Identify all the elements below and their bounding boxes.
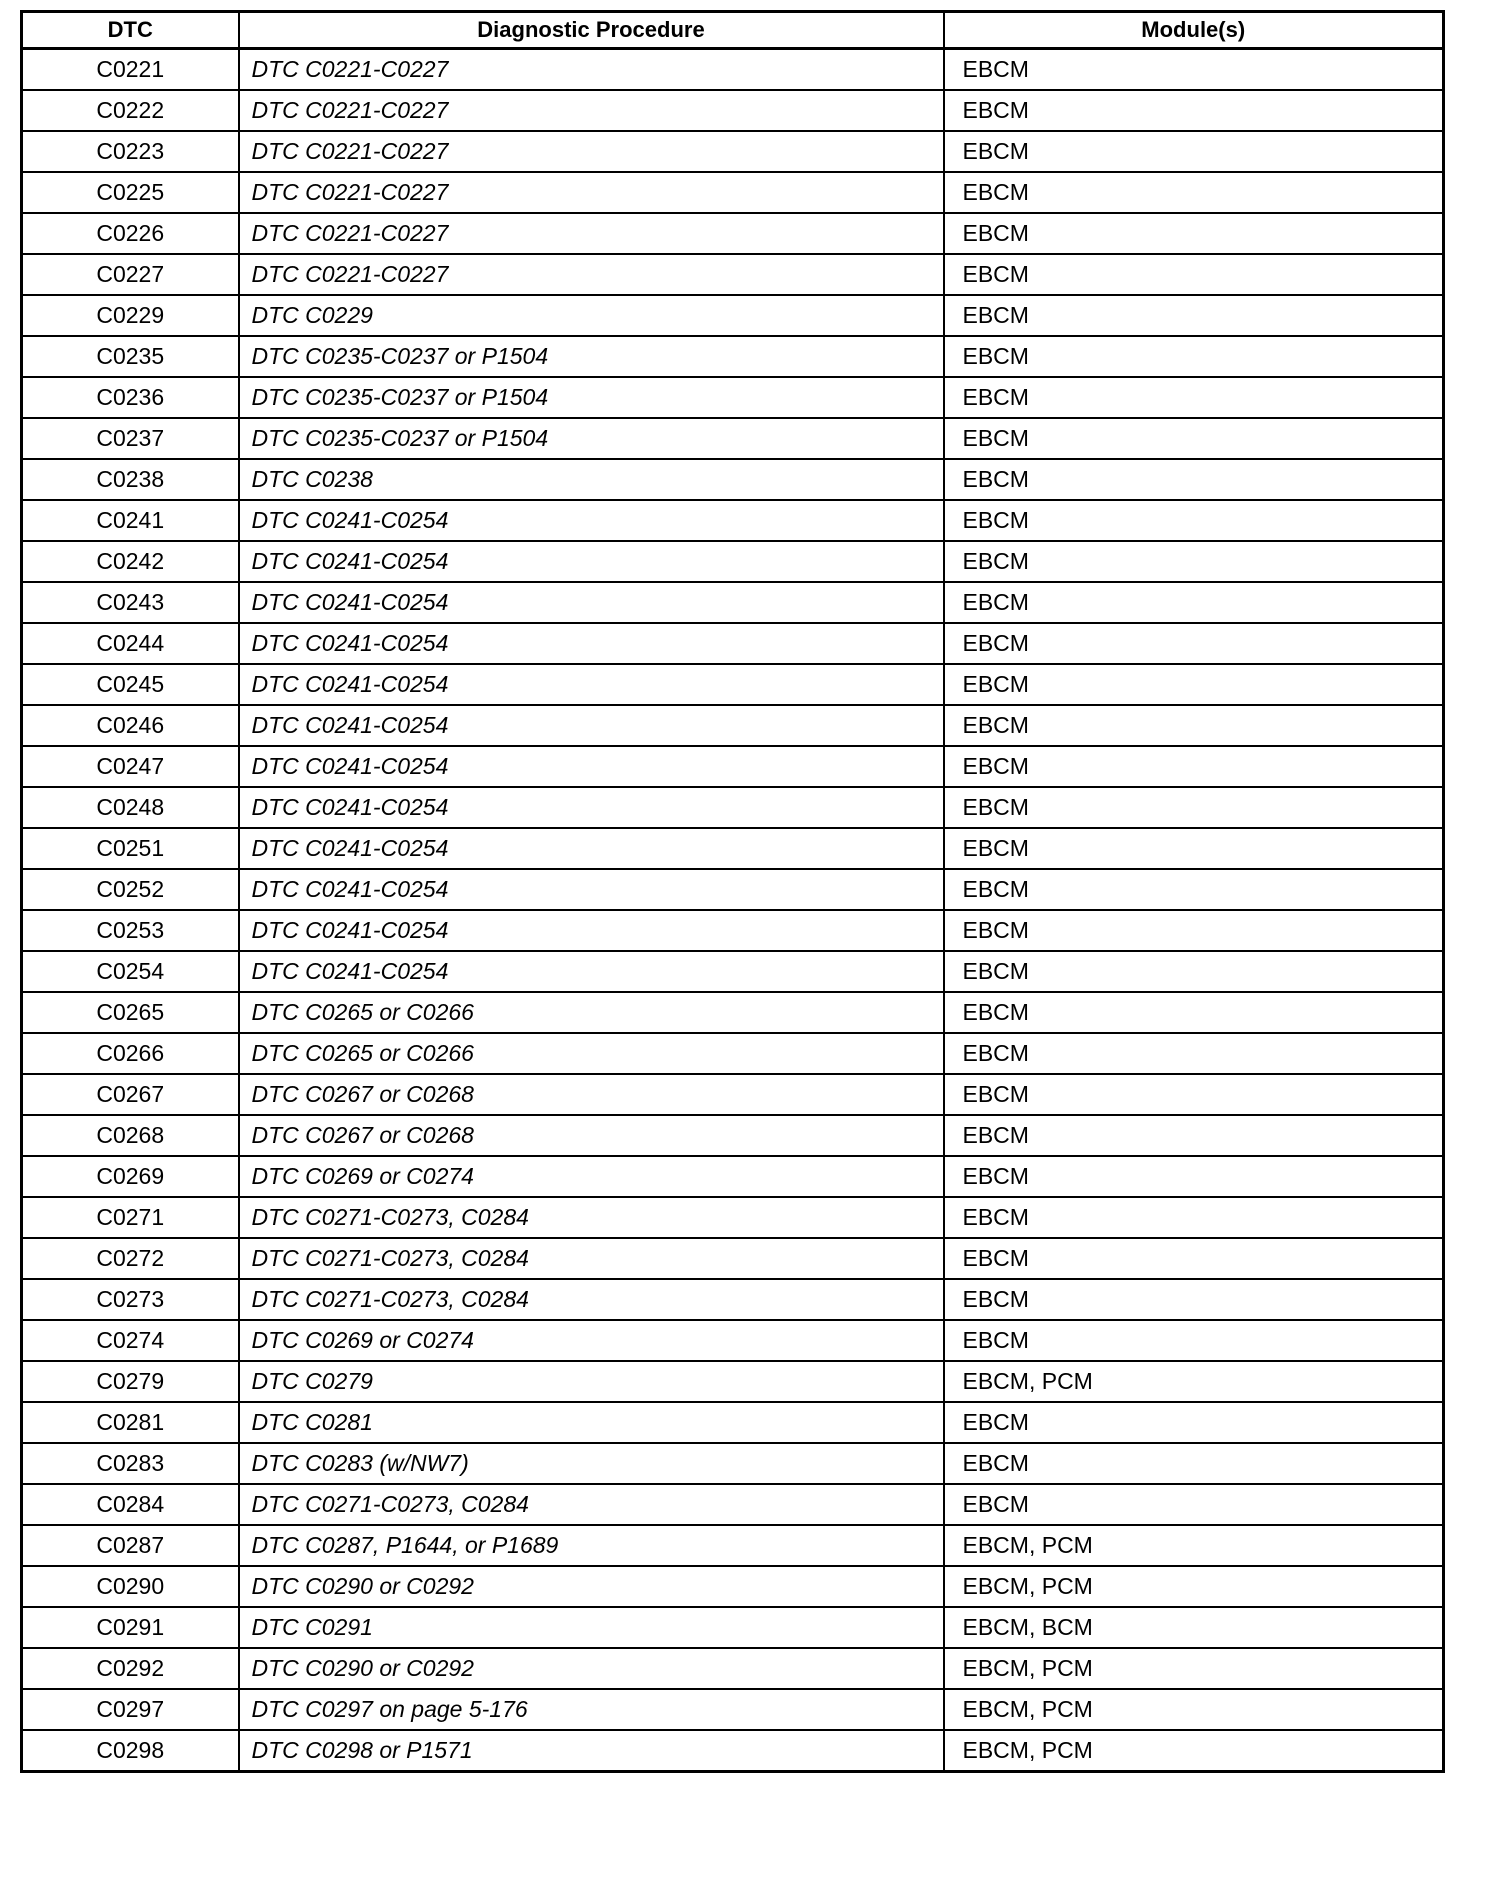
dtc-code-cell: C0272 — [22, 1238, 239, 1279]
diagnostic-procedure-cell: DTC C0291 — [239, 1607, 944, 1648]
dtc-code-cell: C0226 — [22, 213, 239, 254]
diagnostic-procedure-cell: DTC C0267 or C0268 — [239, 1074, 944, 1115]
diagnostic-procedure-cell: DTC C0241-C0254 — [239, 910, 944, 951]
dtc-code-cell: C0298 — [22, 1730, 239, 1772]
diagnostic-procedure-cell: DTC C0241-C0254 — [239, 746, 944, 787]
table-header — [22, 12, 1444, 49]
diagnostic-procedure-cell: DTC C0271-C0273, C0284 — [239, 1197, 944, 1238]
modules-cell: EBCM — [944, 254, 1444, 295]
table-body — [22, 49, 1444, 1772]
table-row — [22, 459, 1444, 500]
table-row — [22, 582, 1444, 623]
modules-cell: EBCM — [944, 951, 1444, 992]
dtc-code-cell: C0251 — [22, 828, 239, 869]
table-row — [22, 418, 1444, 459]
table-row — [22, 172, 1444, 213]
table-row — [22, 1689, 1444, 1730]
table-row — [22, 1074, 1444, 1115]
dtc-code-cell: C0247 — [22, 746, 239, 787]
header-dtc: DTC — [22, 12, 239, 49]
dtc-code-cell: C0284 — [22, 1484, 239, 1525]
diagnostic-procedure-cell: DTC C0265 or C0266 — [239, 1033, 944, 1074]
table-row — [22, 1033, 1444, 1074]
table-row — [22, 49, 1444, 91]
diagnostic-procedure-cell: DTC C0271-C0273, C0284 — [239, 1238, 944, 1279]
table-row — [22, 951, 1444, 992]
dtc-code-cell: C0265 — [22, 992, 239, 1033]
table-row — [22, 1238, 1444, 1279]
header-modules: Module(s) — [944, 12, 1444, 49]
table-row — [22, 1320, 1444, 1361]
dtc-code-cell: C0227 — [22, 254, 239, 295]
diagnostic-procedure-cell: DTC C0265 or C0266 — [239, 992, 944, 1033]
dtc-code-cell: C0283 — [22, 1443, 239, 1484]
dtc-code-cell: C0241 — [22, 500, 239, 541]
modules-cell: EBCM — [944, 541, 1444, 582]
diagnostic-procedure-cell: DTC C0221-C0227 — [239, 254, 944, 295]
diagnostic-procedure-cell: DTC C0221-C0227 — [239, 172, 944, 213]
modules-cell: EBCM, PCM — [944, 1361, 1444, 1402]
modules-cell: EBCM, PCM — [944, 1566, 1444, 1607]
diagnostic-procedure-cell: DTC C0229 — [239, 295, 944, 336]
modules-cell: EBCM — [944, 869, 1444, 910]
table-row — [22, 295, 1444, 336]
diagnostic-procedure-cell: DTC C0241-C0254 — [239, 541, 944, 582]
modules-cell: EBCM — [944, 1115, 1444, 1156]
dtc-code-cell: C0237 — [22, 418, 239, 459]
modules-cell: EBCM — [944, 992, 1444, 1033]
diagnostic-procedure-cell: DTC C0241-C0254 — [239, 664, 944, 705]
modules-cell: EBCM — [944, 1156, 1444, 1197]
dtc-code-cell: C0225 — [22, 172, 239, 213]
dtc-code-cell: C0236 — [22, 377, 239, 418]
diagnostic-procedure-cell: DTC C0281 — [239, 1402, 944, 1443]
table-row — [22, 131, 1444, 172]
modules-cell: EBCM, PCM — [944, 1648, 1444, 1689]
modules-cell: EBCM, PCM — [944, 1689, 1444, 1730]
dtc-code-cell: C0279 — [22, 1361, 239, 1402]
modules-cell: EBCM — [944, 910, 1444, 951]
diagnostic-procedure-cell: DTC C0271-C0273, C0284 — [239, 1279, 944, 1320]
modules-cell: EBCM — [944, 1033, 1444, 1074]
dtc-code-cell: C0281 — [22, 1402, 239, 1443]
modules-cell: EBCM — [944, 49, 1444, 91]
table-row — [22, 664, 1444, 705]
diagnostic-procedure-cell: DTC C0241-C0254 — [239, 787, 944, 828]
diagnostic-procedure-cell: DTC C0290 or C0292 — [239, 1648, 944, 1689]
dtc-code-cell: C0238 — [22, 459, 239, 500]
diagnostic-procedure-cell: DTC C0298 or P1571 — [239, 1730, 944, 1772]
modules-cell: EBCM — [944, 1320, 1444, 1361]
table-row — [22, 541, 1444, 582]
table-row — [22, 1443, 1444, 1484]
table-row — [22, 213, 1444, 254]
modules-cell: EBCM — [944, 828, 1444, 869]
table-row — [22, 254, 1444, 295]
modules-cell: EBCM — [944, 295, 1444, 336]
diagnostic-procedure-cell: DTC C0269 or C0274 — [239, 1320, 944, 1361]
modules-cell: EBCM — [944, 1279, 1444, 1320]
diagnostic-procedure-cell: DTC C0287, P1644, or P1689 — [239, 1525, 944, 1566]
dtc-code-cell: C0244 — [22, 623, 239, 664]
table-row — [22, 869, 1444, 910]
diagnostic-procedure-cell: DTC C0235-C0237 or P1504 — [239, 336, 944, 377]
diagnostic-procedure-cell: DTC C0221-C0227 — [239, 90, 944, 131]
modules-cell: EBCM, PCM — [944, 1525, 1444, 1566]
table-row — [22, 1156, 1444, 1197]
table-row — [22, 1566, 1444, 1607]
modules-cell: EBCM — [944, 705, 1444, 746]
dtc-code-cell: C0297 — [22, 1689, 239, 1730]
table-row — [22, 746, 1444, 787]
modules-cell: EBCM — [944, 623, 1444, 664]
modules-cell: EBCM — [944, 131, 1444, 172]
diagnostic-procedure-cell: DTC C0283 (w/NW7) — [239, 1443, 944, 1484]
dtc-code-cell: C0269 — [22, 1156, 239, 1197]
table-row — [22, 1648, 1444, 1689]
modules-cell: EBCM — [944, 336, 1444, 377]
dtc-code-cell: C0253 — [22, 910, 239, 951]
diagnostic-procedure-cell: DTC C0267 or C0268 — [239, 1115, 944, 1156]
diagnostic-procedure-cell: DTC C0238 — [239, 459, 944, 500]
dtc-code-cell: C0245 — [22, 664, 239, 705]
modules-cell: EBCM — [944, 500, 1444, 541]
modules-cell: EBCM — [944, 787, 1444, 828]
diagnostic-procedure-cell: DTC C0269 or C0274 — [239, 1156, 944, 1197]
dtc-code-cell: C0274 — [22, 1320, 239, 1361]
diagnostic-procedure-cell: DTC C0241-C0254 — [239, 828, 944, 869]
diagnostic-procedure-cell: DTC C0241-C0254 — [239, 869, 944, 910]
modules-cell: EBCM — [944, 1484, 1444, 1525]
modules-cell: EBCM — [944, 1238, 1444, 1279]
header-row — [22, 12, 1444, 49]
diagnostic-procedure-cell: DTC C0235-C0237 or P1504 — [239, 418, 944, 459]
table-row — [22, 1197, 1444, 1238]
dtc-code-cell: C0242 — [22, 541, 239, 582]
dtc-code-cell: C0267 — [22, 1074, 239, 1115]
dtc-code-cell: C0291 — [22, 1607, 239, 1648]
dtc-table — [20, 10, 1445, 1773]
table-row — [22, 705, 1444, 746]
dtc-code-cell: C0273 — [22, 1279, 239, 1320]
table-row — [22, 623, 1444, 664]
dtc-code-cell: C0252 — [22, 869, 239, 910]
dtc-code-cell: C0254 — [22, 951, 239, 992]
dtc-code-cell: C0290 — [22, 1566, 239, 1607]
diagnostic-procedure-cell: DTC C0279 — [239, 1361, 944, 1402]
dtc-code-cell: C0235 — [22, 336, 239, 377]
dtc-code-cell: C0223 — [22, 131, 239, 172]
table-row — [22, 1730, 1444, 1772]
dtc-code-cell: C0246 — [22, 705, 239, 746]
dtc-code-cell: C0271 — [22, 1197, 239, 1238]
modules-cell: EBCM — [944, 1197, 1444, 1238]
table-row — [22, 1484, 1444, 1525]
diagnostic-procedure-cell: DTC C0241-C0254 — [239, 623, 944, 664]
dtc-code-cell: C0243 — [22, 582, 239, 623]
diagnostic-procedure-cell: DTC C0297 on page 5-176 — [239, 1689, 944, 1730]
modules-cell: EBCM — [944, 459, 1444, 500]
modules-cell: EBCM — [944, 1443, 1444, 1484]
table-row — [22, 1607, 1444, 1648]
diagnostic-procedure-cell: DTC C0241-C0254 — [239, 705, 944, 746]
modules-cell: EBCM — [944, 582, 1444, 623]
table-row — [22, 992, 1444, 1033]
modules-cell: EBCM — [944, 664, 1444, 705]
modules-cell: EBCM — [944, 418, 1444, 459]
diagnostic-procedure-cell: DTC C0271-C0273, C0284 — [239, 1484, 944, 1525]
modules-cell: EBCM — [944, 746, 1444, 787]
table-row — [22, 1115, 1444, 1156]
dtc-code-cell: C0268 — [22, 1115, 239, 1156]
diagnostic-procedure-cell: DTC C0235-C0237 or P1504 — [239, 377, 944, 418]
modules-cell: EBCM — [944, 90, 1444, 131]
modules-cell: EBCM — [944, 213, 1444, 254]
diagnostic-procedure-cell: DTC C0241-C0254 — [239, 500, 944, 541]
table-row — [22, 828, 1444, 869]
diagnostic-procedure-cell: DTC C0221-C0227 — [239, 49, 944, 91]
modules-cell: EBCM — [944, 377, 1444, 418]
table-row — [22, 377, 1444, 418]
header-diagnostic-procedure: Diagnostic Procedure — [239, 12, 944, 49]
modules-cell: EBCM, BCM — [944, 1607, 1444, 1648]
modules-cell: EBCM — [944, 172, 1444, 213]
table-row — [22, 1361, 1444, 1402]
table-row — [22, 910, 1444, 951]
dtc-code-cell: C0222 — [22, 90, 239, 131]
table-row — [22, 500, 1444, 541]
modules-cell: EBCM — [944, 1074, 1444, 1115]
dtc-code-cell: C0248 — [22, 787, 239, 828]
table-row — [22, 1402, 1444, 1443]
table-row — [22, 336, 1444, 377]
modules-cell: EBCM — [944, 1402, 1444, 1443]
diagnostic-procedure-cell: DTC C0221-C0227 — [239, 131, 944, 172]
table-row — [22, 1525, 1444, 1566]
diagnostic-procedure-cell: DTC C0221-C0227 — [239, 213, 944, 254]
diagnostic-procedure-cell: DTC C0241-C0254 — [239, 582, 944, 623]
table-row — [22, 787, 1444, 828]
dtc-code-cell: C0287 — [22, 1525, 239, 1566]
dtc-code-cell: C0221 — [22, 49, 239, 91]
diagnostic-procedure-cell: DTC C0290 or C0292 — [239, 1566, 944, 1607]
diagnostic-procedure-cell: DTC C0241-C0254 — [239, 951, 944, 992]
table-row — [22, 90, 1444, 131]
modules-cell: EBCM, PCM — [944, 1730, 1444, 1772]
dtc-code-cell: C0266 — [22, 1033, 239, 1074]
table-row — [22, 1279, 1444, 1320]
dtc-code-cell: C0229 — [22, 295, 239, 336]
dtc-code-cell: C0292 — [22, 1648, 239, 1689]
